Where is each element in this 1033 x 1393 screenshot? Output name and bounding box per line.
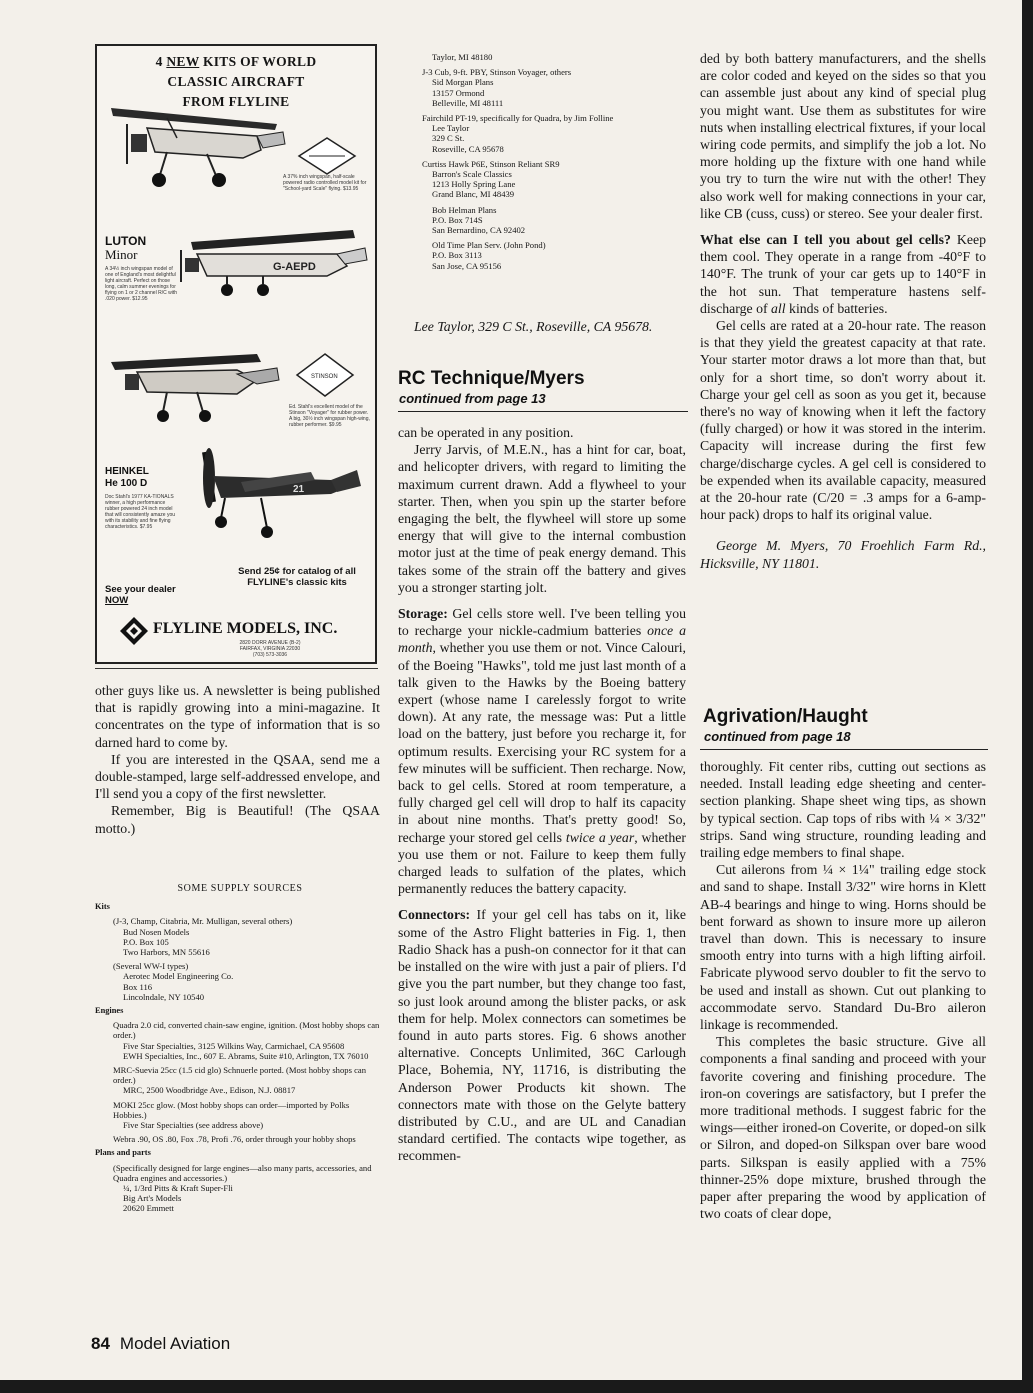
plan-entry-address-line: ¼, 1/3rd Pitts & Kraft Super-Fli bbox=[123, 1183, 233, 1194]
page-footer bbox=[91, 1334, 230, 1354]
engine-entry bbox=[113, 1100, 385, 1131]
rc-paragraph-2: Jerry Jarvis, of M.E.N., has a hint for car, boat, and helicopter drivers, with regard to limiting the maximum current drawn. Add a flywheel to your starter. Then, when you spin up the starter before engaging the belt, the flywheel will store up some energy that will give to the internal combustion motor just at the time of peak energy demand. This takes some of the strain off the battery and gives you a stronger starting jolt. bbox=[398, 442, 686, 595]
engine-entry-description: MOKI 25cc glow. (Most hobby shops can order—imported by Polks Hobbies.) bbox=[113, 1099, 350, 1120]
high-wing-plane-illustration bbox=[107, 94, 287, 194]
engines-label: Engines bbox=[95, 1006, 124, 1016]
magazine-name: Model Aviation bbox=[119, 1334, 231, 1353]
kit-entry-address-line: Bud Nosen Models bbox=[123, 926, 190, 937]
kits-label: Kits bbox=[95, 902, 110, 912]
page-number: 84 bbox=[91, 1334, 110, 1353]
engines-list bbox=[95, 1020, 385, 1144]
plan-source-entry-address-line: 329 C St. bbox=[432, 133, 465, 144]
right-paragraph-3: Gel cells are rated at a 20-hour rate. The reason is that they yield the greatest capacity at that rate. Your starter motor draws a lot more than that, but only for a short time, so don't worry about it. Charge your gel cell as soon as you get it, because there's no way of knowing when it left the factory (fully charged) or how it was stored in the interim. Capacity will increase during the first few charge/discharge cycles. A gel cell is considered to be expended when its available capacity, measured at the 20-hour rate (C/20 = .3 amps for a 6-amp-hour pack) drops to half its original value. bbox=[700, 318, 986, 523]
plan-source-entry-address-line: San Jose, CA 95156 bbox=[432, 260, 502, 271]
agrivation-paragraph-1: thoroughly. Fit center ribs, cutting out sections as needed. Install leading edge sheeting and center-section planking. Shape sheet wing tips, as shown by typical section. Cap tops of ribs with ¼ × 3/32" strips. Sand wing structure, rounding leading and trailing edge members to final shape. bbox=[700, 759, 986, 861]
plan-source-entry-address-line: Barron's Scale Classics bbox=[432, 169, 512, 180]
kit-entry-address-line: P.O. Box 105 bbox=[123, 936, 169, 947]
ad-divider bbox=[95, 668, 378, 669]
connectors-paragraph: Connectors: If your gel cell has tabs on it, like some of the Astro Flight batteries in Fig. 1, then Radio Shack has a push-on connector for it that can be installed on the wire with just a pair of pliers. I'd give you the part number, but they change too fast, so just look around among the blister packs, or ask them for help. Molex connectors can sometimes be found in auto parts stores. Fig. 6 shows another alternative. Concepts Unlimited, 36C Carlough Place, Bohemia, NY, 11716, is distributing the Anderson Power Products kit shown. The connectors mate with those on the Gelyte battery distributed by C.U., and are UL and Canadian standard certified. The contacts wipe together, as recommen- bbox=[398, 907, 686, 1164]
engine-entry-description: Quadra 2.0 cid, converted chain-saw engine, ignition. (Most hobby shops can order.) bbox=[113, 1020, 380, 1041]
kit-entry bbox=[113, 916, 385, 957]
stinson-description: Ed. Stahl's excellent model of the Stinson "Voyager" for rubber power. A big, 30½ inch wingspan high-wing, rubber performer. $9.95 bbox=[289, 404, 370, 428]
storage-paragraph: Storage: Gel cells store well. I've been telling you to recharge your nickle-cadmium batteries once a month, whether you use them or not. Vince Calouri, of the Boeing "Hawks", told me just last month of a talk given to the Hawks by the Boeing battery expert (whose name I carelessly forgot to write down). At any rate, the message was: Put a little load on the battery, just before you recharge it, for optimum results. Exercising your RC system for a few minutes will be sufficient. Then recharge. Now, back to gel cells. Stored at room temperature, a fully charged gel cell will drop to half its capacity in about nine months. That's pretty good! So, recharge your stored gel cells twice a year, whether you use them or not. Failure to keep them fully charged leads to sulfation of the plates, which permanently reduces the battery capacity. bbox=[398, 606, 686, 897]
plan-source-entry-address-line: Lee Taylor bbox=[432, 123, 470, 134]
supply-sources bbox=[95, 884, 385, 1218]
engine-entry-description: Webra .90, OS .80, Fox .78, Profi .76, order through your hobby shops bbox=[113, 1134, 356, 1145]
stinson-plane-illustration bbox=[107, 346, 287, 426]
svg-text:G-AEPD: G-AEPD bbox=[273, 261, 316, 273]
company-name: FLYLINE MODELS, INC. bbox=[153, 620, 338, 637]
engine-entry-address-line: Five Star Specialties, 3125 Wilkins Way, Carmichael, CA 95608 bbox=[123, 1040, 345, 1051]
agrivation-paragraph-2: Cut ailerons from ¼ × 1¼" trailing edge stock and sand to shape. Install 3/32" wire horns in Klett AB-4 bearings and hinge to wing. Horns should be bent forward as shown to insure more up aileron travel than down. This is necessary to insure smooth entry into turns with a high lifting airfoil. Fabricate plywood servo doubler to fit the servo to be used and install as shown. Cut out planking to accommodate servo. Standard Du-Bro aileron linkage is recommended. bbox=[700, 862, 986, 1033]
rc-technique-heading: RC Technique/Myers bbox=[398, 368, 585, 389]
supply-heading: SOME SUPPLY SOURCES bbox=[177, 883, 303, 894]
middle-column bbox=[398, 424, 686, 1165]
plan-source-entry bbox=[422, 240, 692, 271]
plan-source-entry bbox=[422, 159, 692, 200]
kit-entry bbox=[113, 961, 385, 1002]
left-column bbox=[95, 682, 380, 837]
stinson-badge-icon bbox=[295, 352, 355, 398]
engine-entry bbox=[113, 1134, 385, 1144]
heinkel-he100d-plane-illustration bbox=[181, 442, 367, 546]
luton-description: A 34½ inch wingspan model of one of England's most delightful light aircraft. Perfect on those long, calm summer evenings for flying on 1 or 2 channel R/C with .020 power. $12.95 bbox=[105, 266, 177, 302]
kit-entry-description: (J-3, Champ, Citabria, Mr. Mulligan, several others) bbox=[113, 916, 293, 927]
plan-source-entry bbox=[422, 52, 692, 62]
plan-source-entry-address-line: San Bernardino, CA 92402 bbox=[432, 225, 526, 236]
plans-address-list bbox=[422, 52, 692, 276]
rc-paragraph-1: can be operated in any position. bbox=[398, 425, 574, 440]
flyline-advertisement bbox=[95, 44, 377, 664]
plan-source-entry-description: Curtiss Hawk P6E, Stinson Reliant SR9 bbox=[422, 158, 560, 169]
plan-source-entry-address-line: Grand Blanc, MI 48439 bbox=[432, 189, 515, 200]
svg-text:STINSON: STINSON bbox=[311, 374, 338, 380]
plan-source-entry-description: J-3 Cub, 9-ft. PBY, Stinson Voyager, others bbox=[422, 67, 572, 78]
plan-entry-description: (Specifically designed for large engines—also many parts, accessories, and Quadra engines and accessories.) bbox=[113, 1162, 372, 1183]
ad-title: 4 NEW KITS OF WORLD CLASSIC AIRCRAFT FROM FLYLINE bbox=[155, 54, 317, 109]
engine-entry bbox=[113, 1020, 385, 1061]
myers-signature: George M. Myers, 70 Froehlich Farm Rd., Hicksville, NY 11801. bbox=[700, 538, 986, 571]
kit-entry-address-line: Box 116 bbox=[123, 981, 153, 992]
plan-entry-address-line: 20620 Emmett bbox=[123, 1203, 174, 1214]
plan-source-entry-address-line: Sid Morgan Plans bbox=[432, 77, 494, 88]
plan-source-entry-address-line: Bob Helman Plans bbox=[432, 204, 497, 215]
rc-technique-continued: continued from page 13 bbox=[399, 391, 546, 406]
luton-label: LUTON Minor bbox=[105, 234, 147, 262]
taylor-signature: Lee Taylor, 329 C St., Roseville, CA 95678. bbox=[414, 319, 653, 334]
plan-source-entry-address-line: P.O. Box 714S bbox=[432, 214, 483, 225]
right-column-top bbox=[700, 50, 986, 572]
plane1-description: A 37% inch wingspan, half-scale powered radio controlled model kit for "School-yard Scale" flying. $13.95 bbox=[283, 174, 367, 192]
plans-label: Plans and parts bbox=[95, 1148, 151, 1158]
kit-entry-address-line: Two Harbors, MN 55616 bbox=[123, 947, 210, 958]
left-paragraph-2: If you are interested in the QSAA, send me a double-stamped, large self-addressed envelope, and I'll send you a copy of the first newsletter. bbox=[95, 751, 380, 802]
ad-title-new: NEW bbox=[166, 54, 200, 69]
kit-entry-address-line: Aerotec Model Engineering Co. bbox=[123, 971, 234, 982]
plan-source-entry bbox=[422, 113, 692, 154]
ad-badge-logo bbox=[297, 136, 357, 176]
gel-cells-question-paragraph: What else can I tell you about gel cells? Keep them cool. They operate in a range from -40°F to 140°F. The trunk of your car gets up to 140°F in the hot sun. That temperature hastens self-discharge of all kinds of batteries. bbox=[700, 232, 987, 316]
plan-source-entry-address-line: Belleville, MI 48111 bbox=[432, 97, 504, 108]
agrivation-continued: continued from page 18 bbox=[704, 729, 851, 744]
plan-source-entry-address-line: Old Time Plan Serv. (John Pond) bbox=[432, 240, 546, 251]
company-address: 2820 DORR AVENUE (B-2) FAIRFAX, VIRGINIA 22030 (703) 573-3036 bbox=[239, 640, 301, 658]
plan-entry bbox=[113, 1163, 385, 1214]
heinkel-description: Doc Stahl's 1977 KA-TIONALS winner, a high performance rubber powered 24 inch model that will consistently amaze you with its stability and fine flying characteristics. $7.95 bbox=[105, 494, 176, 530]
engine-entry bbox=[113, 1065, 385, 1096]
agrivation-heading: Agrivation/Haught bbox=[703, 706, 868, 727]
agrivation-rule bbox=[700, 749, 988, 750]
left-paragraph-3: Remember, Big is Beautiful! (The QSAA motto.) bbox=[95, 803, 380, 836]
taylor-signature-block bbox=[398, 318, 686, 335]
engine-entry-address-line: EWH Specialties, Inc., 607 E. Abrams, Suite #10, Arlington, TX 76010 bbox=[123, 1050, 369, 1061]
plan-source-entry-address-line: 1213 Holly Spring Lane bbox=[432, 179, 516, 190]
plan-source-entry-address-line: Roseville, CA 95678 bbox=[432, 143, 504, 154]
plan-source-entry-address-line: P.O. Box 3113 bbox=[432, 250, 482, 261]
kit-entry-address-line: Lincolndale, NY 10540 bbox=[123, 991, 205, 1002]
kits-list bbox=[95, 916, 385, 1002]
plan-source-entry-address-line: 13157 Ormond bbox=[432, 87, 485, 98]
rc-technique-rule bbox=[398, 411, 688, 412]
kit-entry-description: (Several WW-I types) bbox=[113, 961, 189, 972]
agrivation-paragraph-3: This completes the basic structure. Give all components a final sanding and proceed with your favorite covering and finishing procedure. The iron-on coverings are satisfactory, but I prefer the more traditional methods. I suggest fabric for the wings—either ironed-on Coverite, or doped-on silk or Silron, and doped-on Silkspan over bare wood parts. Silkspan is easily applied with a 75% thinner-25% dope mixture, brushed through the paper after preparing the wood by application of two coats of clear dope, bbox=[700, 1034, 986, 1222]
plan-entry-address-line: Big Art's Models bbox=[123, 1193, 182, 1204]
left-paragraph-1: other guys like us. A newsletter is being published that is rapidly growing into a mini-magazine. It concentrates on the type of information that is so darned hard to come by. bbox=[95, 683, 380, 750]
plan-source-entry-address-line: Taylor, MI 48180 bbox=[432, 52, 493, 62]
engine-entry-address-line: Five Star Specialties (see address above) bbox=[123, 1120, 264, 1131]
heinkel-label: HEINKEL He 100 D bbox=[105, 466, 149, 489]
plans-list bbox=[95, 1163, 385, 1214]
svg-text:21: 21 bbox=[293, 484, 305, 495]
right-paragraph-1: ded by both battery manufacturers, and the shells are color coded and keyed on the sides so that you can assemble just about any kind of special plug you might want. Use them as substitutes for wire nuts when installing electrical fixtures, if your local wiring code permits, and simplify the job a lot. No more holding up the fixture with one hand while you try to turn the wire nut with the other! They also work well for making connections in your car, like CB (cuss, cuss) or stereo. See your dealer first. bbox=[700, 51, 986, 221]
engine-entry-description: MRC-Suevia 25cc (1.5 cid glo) Schnuerle ported. (Most hobby shops can order.) bbox=[113, 1065, 366, 1086]
dealer-callout: See your dealer NOW bbox=[105, 584, 176, 606]
right-column-bottom bbox=[700, 758, 986, 1222]
plan-source-entry bbox=[422, 67, 692, 108]
catalog-offer: Send 25¢ for catalog of all FLYLINE's classic kits bbox=[238, 566, 356, 588]
plan-source-entry-description: Fairchild PT-19, specifically for Quadra, by Jim Folline bbox=[422, 113, 614, 124]
plan-source-entry bbox=[422, 205, 692, 236]
flyline-logo-icon bbox=[119, 616, 149, 646]
engine-entry-address-line: MRC, 2500 Woodbridge Ave., Edison, N.J. 08817 bbox=[123, 1085, 296, 1096]
luton-minor-plane-illustration bbox=[177, 224, 373, 302]
